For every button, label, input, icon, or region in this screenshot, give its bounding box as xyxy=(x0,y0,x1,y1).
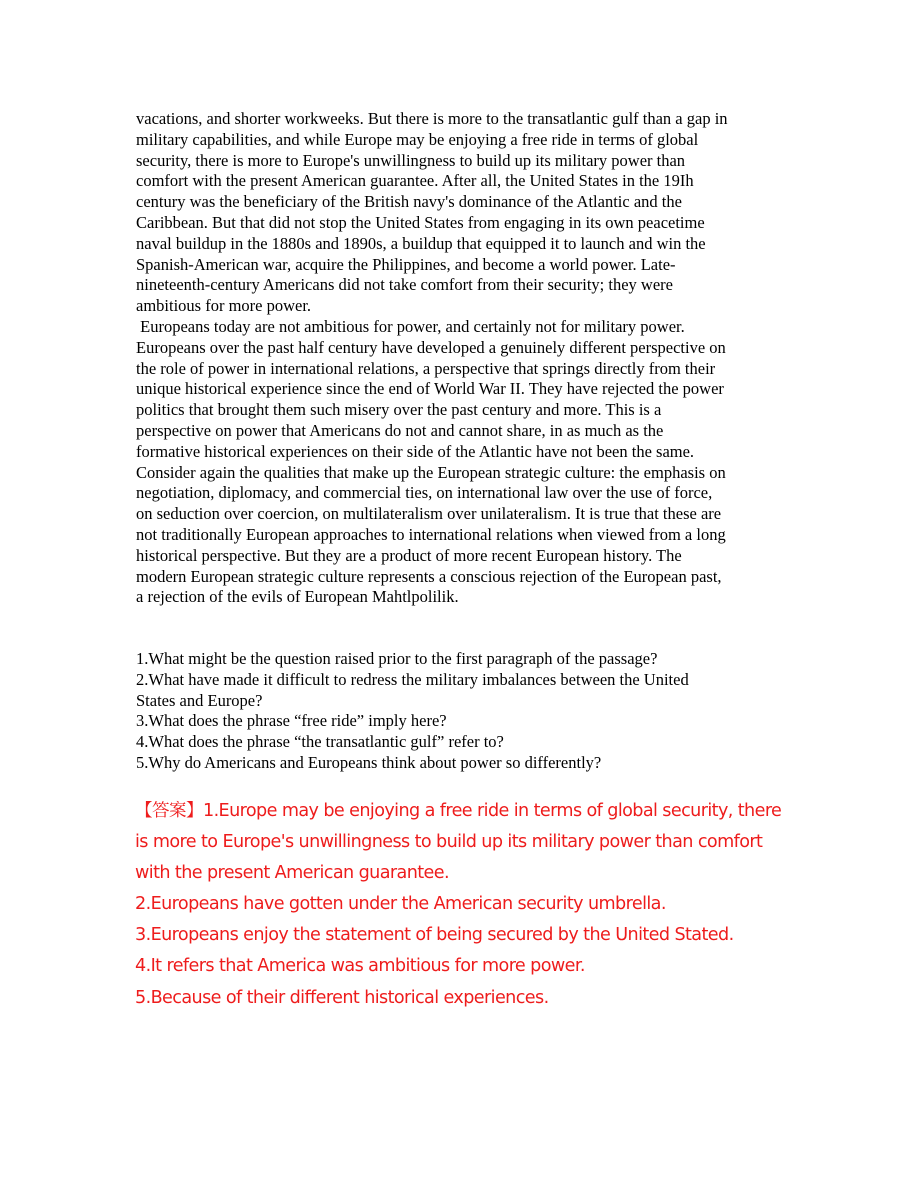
passage-line: military capabilities, and while Europe may be enjoying a free ride in terms of global xyxy=(136,129,699,149)
answer-line: 5.Because of their different historical experiences. xyxy=(135,987,549,1008)
passage-line: ambitious for more power. xyxy=(136,296,312,316)
answer-line: 2.Europeans have gotten under the American security umbrella. xyxy=(135,894,666,915)
question-line: 1.What might be the question raised prior to the first paragraph of the passage? xyxy=(136,649,658,668)
answer-line: 4.It refers that America was ambitious for more power. xyxy=(135,956,585,977)
answer-line: 3.Europeans enjoy the statement of being secured by the United Stated. xyxy=(135,925,734,946)
question-line: States and Europe? xyxy=(136,690,263,710)
question-list xyxy=(136,649,792,774)
passage-line: nineteenth-century Americans did not take comfort from their security; they were xyxy=(136,275,673,295)
passage-line: perspective on power that Americans do not and cannot share, in as much as the xyxy=(136,420,664,440)
passage-line: century was the beneficiary of the British navy's dominance of the Atlantic and the xyxy=(136,192,682,212)
question-line: 5.Why do Americans and Europeans think about power so differently? xyxy=(136,752,602,772)
answer-line: 【答案】1.Europe may be enjoying a free ride in terms of global security, there xyxy=(135,801,782,821)
answer-line: with the present American guarantee. xyxy=(135,863,449,884)
answer-block xyxy=(135,796,815,1014)
question-line: 3.What does the phrase “free ride” imply here? xyxy=(136,711,447,731)
passage-line: unique historical experience since the end of World War II. They have rejected the power xyxy=(136,379,724,399)
passage-line: a rejection of the evils of European Mahtlpolilik. xyxy=(136,587,459,607)
passage-text xyxy=(136,109,792,608)
passage-line: not traditionally European approaches to international relations when viewed from a long xyxy=(136,524,726,544)
passage-line: on seduction over coercion, on multilateralism over unilateralism. It is true that these are xyxy=(136,504,722,524)
passage-line: comfort with the present American guarantee. After all, the United States in the 19Ih xyxy=(136,171,694,191)
passage-line: naval buildup in the 1880s and 1890s, a buildup that equipped it to launch and win the xyxy=(136,233,706,253)
passage-line: Spanish-American war, acquire the Philippines, and become a world power. Late- xyxy=(136,254,676,274)
passage-line: Europeans over the past half century have developed a genuinely different perspective on xyxy=(136,337,726,357)
passage-line: Caribbean. But that did not stop the United States from engaging in its own peacetime xyxy=(136,212,705,232)
answer-line: is more to Europe's unwillingness to build up its military power than comfort xyxy=(135,832,763,853)
question-line: 2.What have made it difficult to redress the military imbalances between the United xyxy=(136,669,689,689)
passage-line: the role of power in international relations, a perspective that springs directly from their xyxy=(136,358,716,378)
passage-line: formative historical experiences on their side of the Atlantic have not been the same. xyxy=(136,441,695,461)
passage-line: Europeans today are not ambitious for power, and certainly not for military power. xyxy=(136,316,685,336)
passage-line: modern European strategic culture represents a conscious rejection of the European past, xyxy=(136,566,722,586)
passage-line: negotiation, diplomacy, and commercial ties, on international law over the use of force, xyxy=(136,483,713,503)
passage-line: politics that brought them such misery over the past century and more. This is a xyxy=(136,400,662,420)
passage-line: historical perspective. But they are a product of more recent European history. The xyxy=(136,545,682,565)
passage-line: Consider again the qualities that make up the European strategic culture: the emphasis on xyxy=(136,462,726,482)
question-line: 4.What does the phrase “the transatlantic gulf” refer to? xyxy=(136,732,504,752)
passage-line: vacations, and shorter workweeks. But there is more to the transatlantic gulf than a gap in xyxy=(136,109,728,128)
passage-line: security, there is more to Europe's unwillingness to build up its military power than xyxy=(136,150,686,170)
